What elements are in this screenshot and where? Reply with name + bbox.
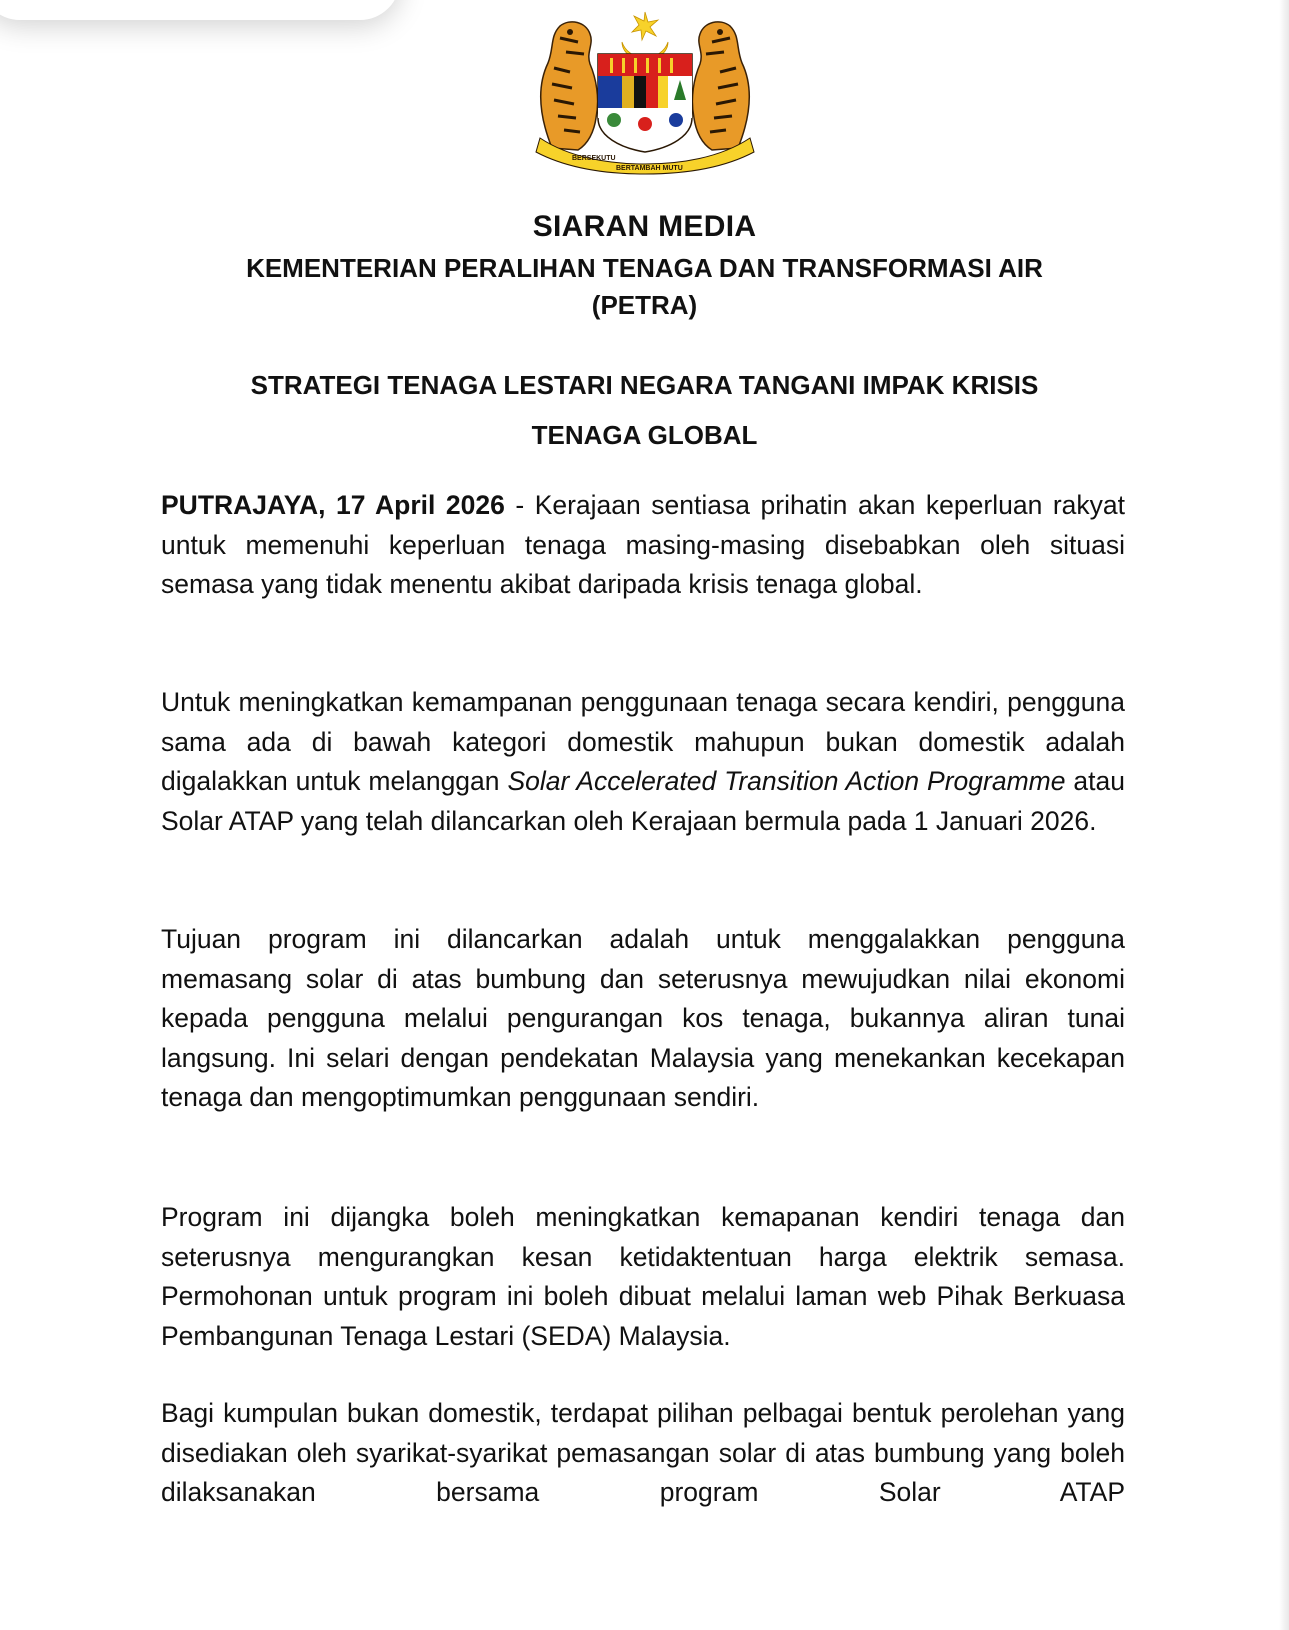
paragraph-5: Bagi kumpulan bukan domestik, terdapat pilihan pelbagai bentuk perolehan yang disediakan oleh syarikat-syarikat pemasangan solar di atas bumbung yang boleh dilaksanakan bersama program Solar ATAP xyxy=(161,1398,1125,1507)
crest-banner-motto: BERTAMBAH MUTU xyxy=(616,165,683,172)
headline-line-1: STRATEGI TENAGA LESTARI NEGARA TANGANI IMPAK KRISIS xyxy=(250,370,1039,400)
paragraph-2-text-b: atau Solar ATAP yang telah dilancarkan oleh Kerajaan bermula pada 1 Januari 2026. xyxy=(161,766,1125,836)
ministry-abbreviation: (PETRA) xyxy=(591,290,698,320)
paragraph-2-text-a: Untuk meningkatkan kemampanan penggunaan tenaga secara kendiri, pengguna sama ada di bawah kategori domestik mahupun bukan domestik adalah digalakkan untuk melanggan xyxy=(161,687,1125,796)
left-tiger xyxy=(541,22,598,150)
paragraph-1 xyxy=(161,486,1125,605)
paragraph-3: Tujuan program ini dilancarkan adalah untuk menggalakkan pengguna memasang solar di atas bumbung dan seterusnya mewujudkan nilai ekonomi kepada pengguna melalui pengurangan kos tenaga, bukannya aliran tunai langsung. Ini selari dengan pendekatan Malaysia yang menekankan kecekapan tenaga dan mengoptimumkan penggunaan sendiri. xyxy=(161,924,1125,1112)
programme-name-italic: Solar Accelerated Transition Action Programme xyxy=(507,766,1066,796)
headline-line-2: TENAGA GLOBAL xyxy=(531,420,758,450)
paragraph-2 xyxy=(161,683,1125,841)
page-edge-shadow xyxy=(1279,0,1289,1630)
paragraph-4: Program ini dijangka boleh meningkatkan kemapanan kendiri tenaga dan seterusnya mengurangkan kesan ketidaktentuan harga elektrik semasa. Permohonan untuk program ini boleh dibuat melalui laman web Pihak Berkuasa Pembangunan Tenaga Lestari (SEDA) Malaysia. xyxy=(161,1202,1125,1351)
malaysia-coat-of-arms-icon xyxy=(530,8,760,176)
dateline: PUTRAJAYA, 17 April 2026 xyxy=(161,490,505,520)
document-title: SIARAN MEDIA xyxy=(532,210,757,243)
paragraph-1-text: - Kerajaan sentiasa prihatin akan keperluan rakyat untuk memenuhi keperluan tenaga masing-masing disebabkan oleh situasi semasa yang tidak menentu akibat daripada krisis tenaga global. xyxy=(161,490,1125,599)
right-tiger xyxy=(692,22,749,150)
ministry-name: KEMENTERIAN PERALIHAN TENAGA DAN TRANSFORMASI AIR xyxy=(246,253,1043,283)
crest-banner-left: BERSEKUTU xyxy=(572,155,616,162)
screenshot-corner-shadow xyxy=(0,0,400,20)
